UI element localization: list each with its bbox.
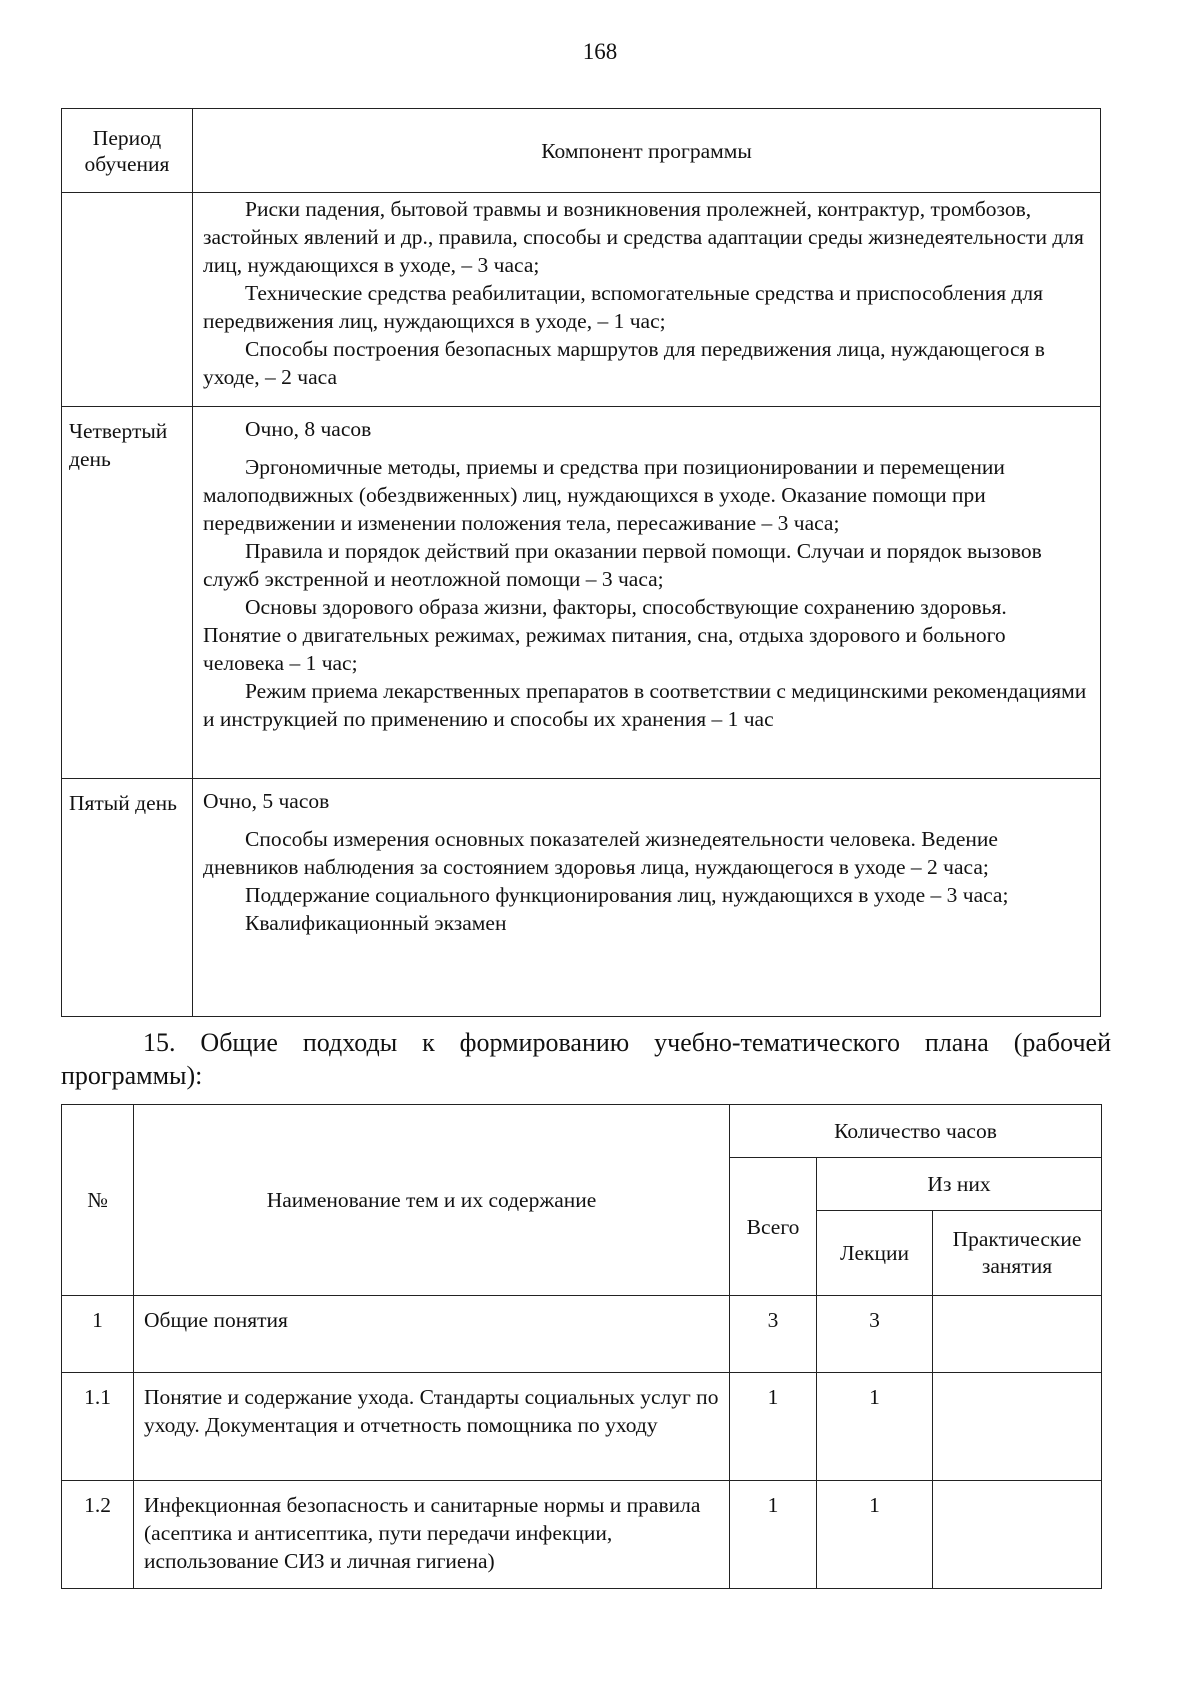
period-cell bbox=[62, 193, 193, 407]
period-cell: Пятый день bbox=[62, 779, 193, 1017]
header-component: Компонент программы bbox=[193, 109, 1101, 193]
program-table bbox=[61, 108, 1101, 1017]
table-row bbox=[62, 1481, 1102, 1589]
table-row bbox=[62, 1296, 1102, 1373]
plan-header-row bbox=[62, 1105, 1102, 1158]
table-row bbox=[62, 1373, 1102, 1481]
header-name: Наименование тем и их содержание bbox=[134, 1105, 730, 1296]
component-cell bbox=[193, 407, 1101, 779]
row-total: 3 bbox=[730, 1296, 817, 1373]
component-cell bbox=[193, 193, 1101, 407]
row-lectures: 3 bbox=[817, 1296, 933, 1373]
program-table-header bbox=[62, 109, 1101, 193]
header-period: Период обучения bbox=[62, 109, 193, 193]
row-name: Общие понятия bbox=[134, 1296, 730, 1373]
row-total: 1 bbox=[730, 1373, 817, 1481]
row-total: 1 bbox=[730, 1481, 817, 1589]
component-item: Основы здорового образа жизни, факторы, способствующие сохранению здоровья. Понятие о двигательных режимах, режимах питания, сна, отдыха здорового и больного человека – 1 час; bbox=[203, 595, 1007, 675]
row-number: 1.2 bbox=[62, 1481, 134, 1589]
component-item: Способы построения безопасных маршрутов для передвижения лица, нуждающегося в уходе, – 2 часа bbox=[203, 337, 1045, 389]
section-title: 15. Общие подходы к формированию учебно-тематического плана (рабочей программы): bbox=[61, 1028, 1111, 1090]
row-name: Понятие и содержание ухода. Стандарты социальных услуг по уходу. Документация и отчетность помощника по уходу bbox=[134, 1373, 730, 1481]
component-item: Эргономичные методы, приемы и средства при позиционировании и перемещении малоподвижных (обездвиженных) лиц, нуждающихся в уходе. Оказание помощи при передвижении и изменении положения тела, пересаживание – 3 часа; bbox=[203, 455, 1005, 535]
header-practice: Практические занятия bbox=[933, 1211, 1102, 1296]
component-item: Поддержание социального функционирования лиц, нуждающихся в уходе – 3 часа; bbox=[245, 883, 1009, 907]
component-cell bbox=[193, 779, 1101, 1017]
row-practice bbox=[933, 1373, 1102, 1481]
component-item: Технические средства реабилитации, вспомогательные средства и приспособления для передвижения лиц, нуждающихся в уходе, – 1 час; bbox=[203, 281, 1044, 333]
row-practice bbox=[933, 1296, 1102, 1373]
page-number: 168 bbox=[582, 39, 618, 64]
header-lectures: Лекции bbox=[817, 1211, 933, 1296]
format-label: Очно, 5 часов bbox=[203, 789, 330, 813]
header-of-which: Из них bbox=[817, 1158, 1102, 1211]
component-item: Правила и порядок действий при оказании первой помощи. Случаи и порядок вызовов служб экстренной и неотложной помощи – 3 часа; bbox=[203, 539, 1042, 591]
header-hours: Количество часов bbox=[730, 1105, 1102, 1158]
header-number: № bbox=[62, 1105, 134, 1296]
format-label: Очно, 8 часов bbox=[245, 417, 372, 441]
row-lectures: 1 bbox=[817, 1373, 933, 1481]
plan-table bbox=[61, 1104, 1102, 1589]
period-cell: Четвертый день bbox=[62, 407, 193, 779]
row-number: 1.1 bbox=[62, 1373, 134, 1481]
component-item: Способы измерения основных показателей жизнедеятельности человека. Ведение дневников наблюдения за состоянием здоровья лица, нуждающегося в уходе – 2 часа; bbox=[203, 827, 998, 879]
row-practice bbox=[933, 1481, 1102, 1589]
row-number: 1 bbox=[62, 1296, 134, 1373]
component-item: Риски падения, бытовой травмы и возникновения пролежней, контрактур, тромбозов, застойных явлений и др., правила, способы и средства адаптации среды жизнедеятельности для лиц, нуждающихся в уходе, – 3 часа; bbox=[203, 197, 1084, 277]
program-row bbox=[62, 407, 1101, 779]
row-lectures: 1 bbox=[817, 1481, 933, 1589]
component-item: Квалификационный экзамен bbox=[245, 911, 507, 935]
row-name: Инфекционная безопасность и санитарные нормы и правила (асептика и антисептика, пути передачи инфекции, использование СИЗ и личная гигиена) bbox=[134, 1481, 730, 1589]
program-row bbox=[62, 779, 1101, 1017]
program-row bbox=[62, 193, 1101, 407]
header-total: Всего bbox=[730, 1158, 817, 1296]
component-item: Режим приема лекарственных препаратов в соответствии с медицинскими рекомендациями и инструкцией по применению и способы их хранения – 1 час bbox=[203, 679, 1087, 731]
